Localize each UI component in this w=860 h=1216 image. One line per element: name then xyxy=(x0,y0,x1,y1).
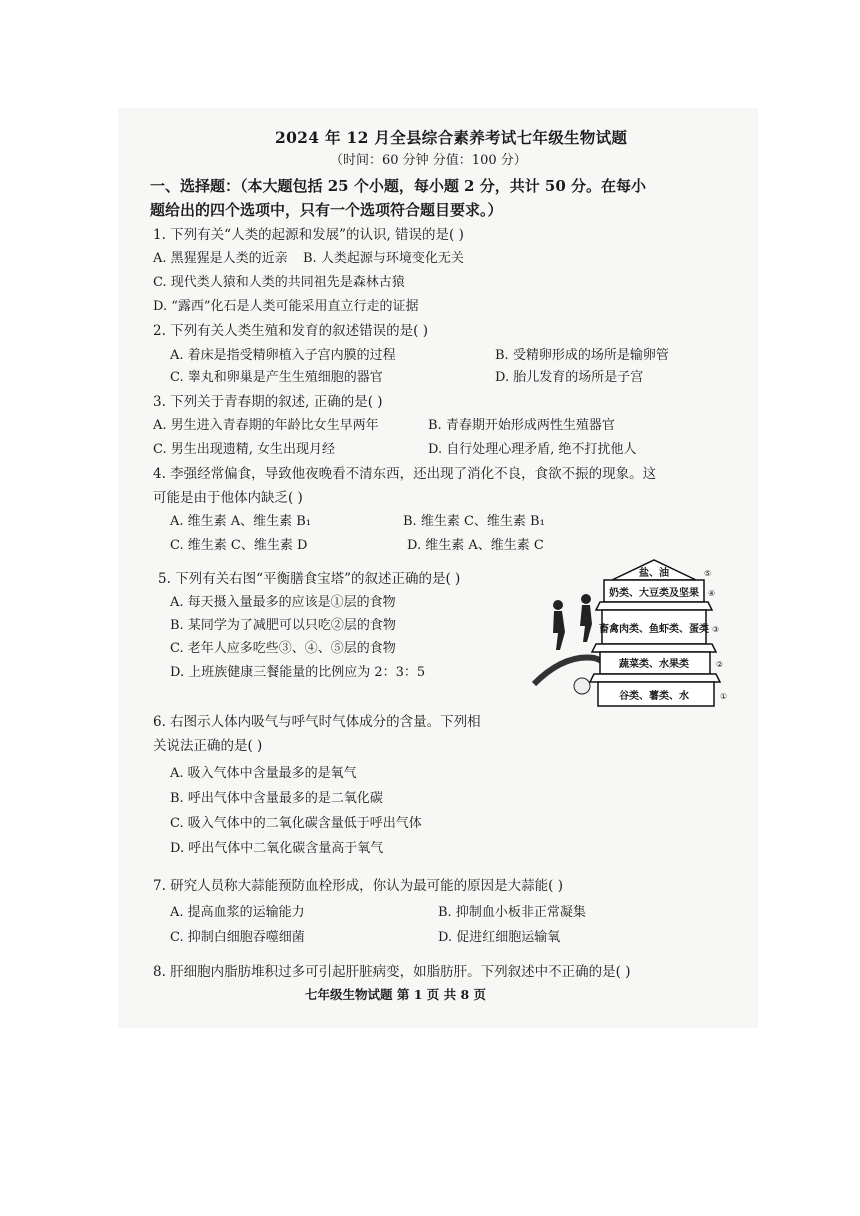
option: C. 男生出现遗精, 女生出现月经 xyxy=(153,442,336,457)
pyramid-number-4: ④ xyxy=(708,589,716,598)
runners-illustration xyxy=(553,594,592,650)
question-stem: 2. 下列有关人类生殖和发育的叙述错误的是( ) xyxy=(153,323,428,339)
question-stem-cont: 关说法正确的是( ) xyxy=(153,738,263,754)
option: A. 吸入气体中含量最多的是氧气 xyxy=(170,766,357,781)
pyramid-level-1: 谷类、薯类、水 xyxy=(619,691,689,702)
option: B. 人类起源与环境变化无关 xyxy=(303,251,464,266)
option: C. 抑制白细胞吞噬细菌 xyxy=(170,930,305,945)
option: D. 促进红细胞运输氧 xyxy=(438,930,561,945)
option: B. 某同学为了减肥可以只吃②层的食物 xyxy=(170,618,396,633)
pyramid-number-3: ③ xyxy=(712,625,720,634)
option: C. 睾丸和卵巢是产生生殖细胞的器官 xyxy=(170,370,383,385)
pyramid-number-5: ⑤ xyxy=(704,569,712,578)
option: A. 着床是指受精卵植入子宫内膜的过程 xyxy=(170,348,396,363)
option: B. 呼出气体中含量最多的是二氧化碳 xyxy=(170,791,383,806)
question-stem: 5. 下列有关右图“平衡膳食宝塔”的叙述正确的是( ) xyxy=(158,571,461,587)
option: A. 维生素 A、维生素 B₁ xyxy=(170,514,312,529)
page-footer: 七年级生物试题 第 1 页 共 8 页 xyxy=(305,987,487,1002)
exam-title: 2024 年 12 月全县综合素养考试七年级生物试题 xyxy=(275,128,628,147)
pyramid-level-2: 蔬菜类、水果类 xyxy=(619,659,689,670)
option: D. 胎儿发育的场所是子宫 xyxy=(495,370,644,385)
option: B. 抑制血小板非正常凝集 xyxy=(438,905,586,920)
option: D. 自行处理心理矛盾, 绝不打扰他人 xyxy=(428,442,637,457)
option: B. 维生素 C、维生素 B₁ xyxy=(403,514,545,529)
section-heading-cont: 题给出的四个选项中，只有一个选项符合题目要求。） xyxy=(150,201,503,219)
option: A. 提高血浆的运输能力 xyxy=(170,905,305,920)
option: C. 吸入气体中的二氧化碳含量低于呼出气体 xyxy=(170,816,422,831)
option: D. 呼出气体中二氧化碳含量高于氧气 xyxy=(170,841,384,856)
question-stem: 7. 研究人员称大蒜能预防血栓形成，你认为最可能的原因是大蒜能( ) xyxy=(153,878,563,894)
question-stem: 6. 右图示人体内吸气与呼气时气体成分的含量。下列相 xyxy=(153,714,481,730)
option: B. 受精卵形成的场所是输卵管 xyxy=(495,348,669,363)
question-stem: 4. 李强经常偏食，导致他夜晚看不清东西，还出现了消化不良，食欲不振的现象。这 xyxy=(153,466,657,482)
option: D. 上班族健康三餐能量的比例应为 2：3：5 xyxy=(170,665,426,680)
option: A. 黑猩猩是人类的近亲 xyxy=(153,251,288,266)
option: D. 维生素 A、维生素 C xyxy=(407,538,544,553)
section-heading: 一、选择题：（本大题包括 25 个小题，每小题 2 分，共计 50 分。在每小 xyxy=(150,177,647,195)
option: D. “露西”化石是人类可能采用直立行走的证据 xyxy=(153,299,419,314)
pyramid-level-4: 奶类、大豆类及坚果 xyxy=(609,588,699,599)
option: C. 现代类人猿和人类的共同祖先是森林古猿 xyxy=(153,275,405,290)
pyramid-number-1: ① xyxy=(720,692,728,701)
question-stem-cont: 可能是由于他体内缺乏( ) xyxy=(153,490,303,506)
figure-face xyxy=(574,678,590,694)
question-stem: 3. 下列关于青春期的叙述, 正确的是( ) xyxy=(153,394,383,410)
option: C. 老年人应多吃些③、④、⑤层的食物 xyxy=(170,641,396,656)
question-stem: 8. 肝细胞内脂肪堆积过多可引起肝脏病变，如脂肪肝。下列叙述中不正确的是( ) xyxy=(153,964,631,980)
question-stem: 1. 下列有关“人类的起源和发展”的认识, 错误的是( ) xyxy=(153,227,464,243)
food-pyramid-figure xyxy=(524,554,744,714)
pyramid-level-5: 盐、油 xyxy=(639,568,669,579)
option: B. 青春期开始形成两性生殖器官 xyxy=(428,418,615,433)
pyramid-level-3: 畜禽肉类、鱼虾类、蛋类 xyxy=(599,624,709,635)
option: A. 每天摄入量最多的应该是①层的食物 xyxy=(170,595,396,610)
exam-meta: （时间：60 分钟 分值：100 分） xyxy=(330,153,527,168)
option: C. 维生素 C、维生素 D xyxy=(170,538,308,553)
pyramid-number-2: ② xyxy=(716,660,724,669)
option: A. 男生进入青春期的年龄比女生早两年 xyxy=(153,418,379,433)
food-pyramid-svg xyxy=(524,554,744,714)
